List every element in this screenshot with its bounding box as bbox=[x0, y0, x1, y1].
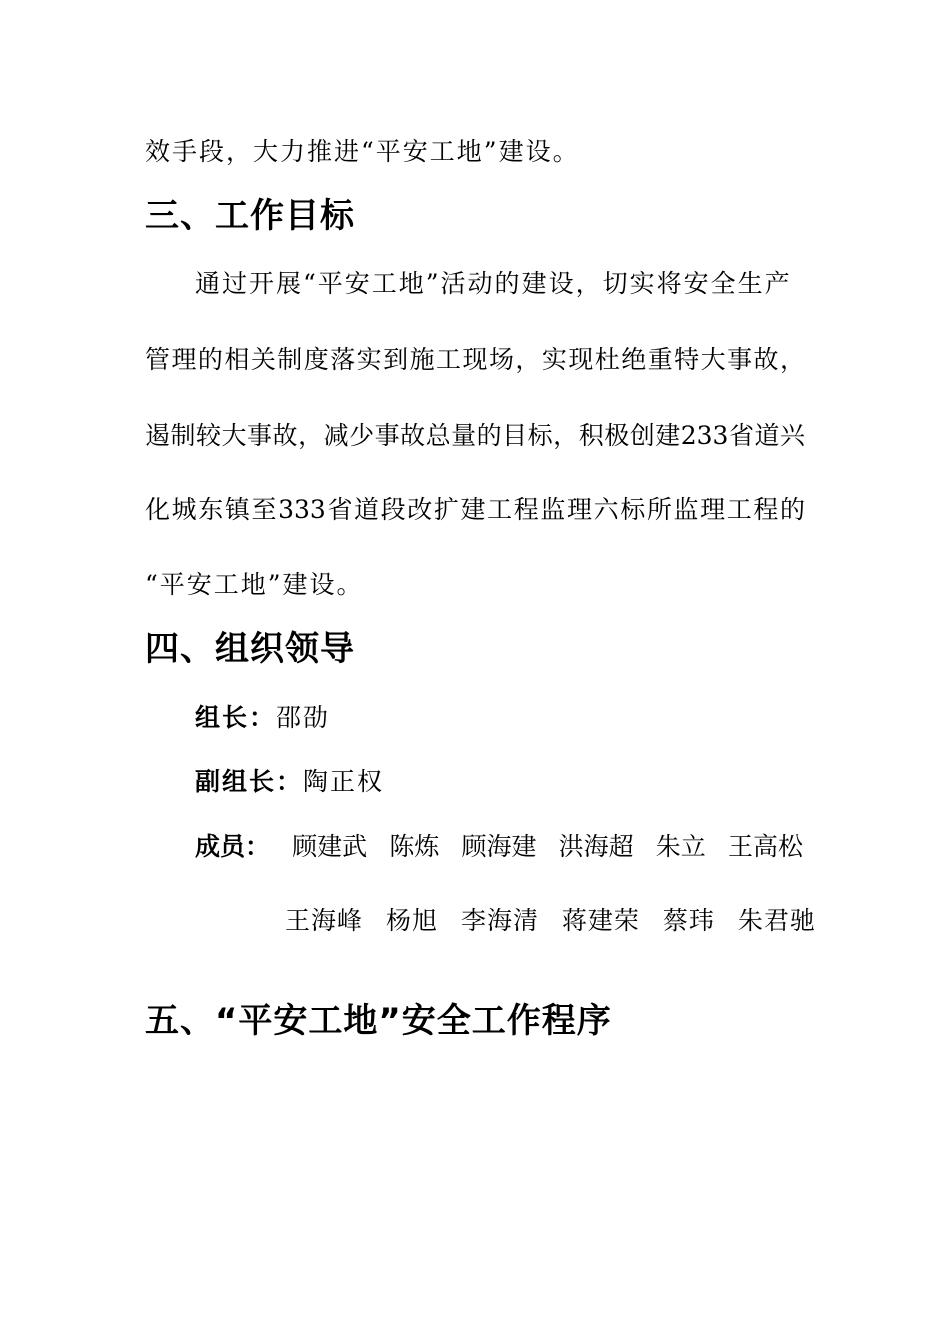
member-name: 王高松 bbox=[727, 832, 803, 861]
member-name: 朱立 bbox=[655, 832, 706, 861]
member-name: 蒋建荣 bbox=[561, 906, 640, 935]
members-row bbox=[195, 831, 803, 863]
section-heading: 四、组织领导 bbox=[145, 629, 355, 669]
leader-line bbox=[195, 702, 330, 734]
member-name: 李海清 bbox=[460, 906, 539, 935]
members-row bbox=[285, 905, 816, 937]
member-name: 顾海建 bbox=[461, 832, 537, 861]
paragraph-line: 管理的相关制度落实到施工现场，实现杜绝重特大事故， bbox=[145, 345, 805, 374]
paragraph-line: “平安工地”建设。 bbox=[145, 570, 364, 599]
paragraph-line: 通过开展“平安工地”活动的建设，切实将安全生产 bbox=[195, 269, 792, 298]
deputy-label: 副组长： bbox=[195, 767, 304, 796]
member-name: 陈炼 bbox=[389, 832, 440, 861]
member-name: 王海峰 bbox=[285, 906, 364, 935]
deputy-line bbox=[195, 766, 384, 798]
section-heading: 五、“平安工地”安全工作程序 bbox=[145, 1001, 612, 1041]
member-name: 蔡玮 bbox=[662, 906, 715, 935]
section-heading: 三、工作目标 bbox=[145, 196, 355, 236]
leader-name: 邵劭 bbox=[276, 703, 331, 732]
paragraph-line: 遏制较大事故，减少事故总量的目标，积极创建233省道兴 bbox=[145, 421, 805, 450]
deputy-name: 陶正权 bbox=[303, 767, 385, 796]
members-label: 成员： bbox=[195, 832, 271, 861]
paragraph-line: 效手段，大力推进“平安工地”建设。 bbox=[145, 137, 580, 166]
member-name: 杨旭 bbox=[385, 906, 438, 935]
member-name: 朱君驰 bbox=[737, 906, 816, 935]
member-name: 洪海超 bbox=[558, 832, 634, 861]
paragraph-line: 化城东镇至333省道段改扩建工程监理六标所监理工程的 bbox=[145, 495, 805, 524]
leader-label: 组长： bbox=[195, 703, 277, 732]
member-name: 顾建武 bbox=[292, 832, 368, 861]
